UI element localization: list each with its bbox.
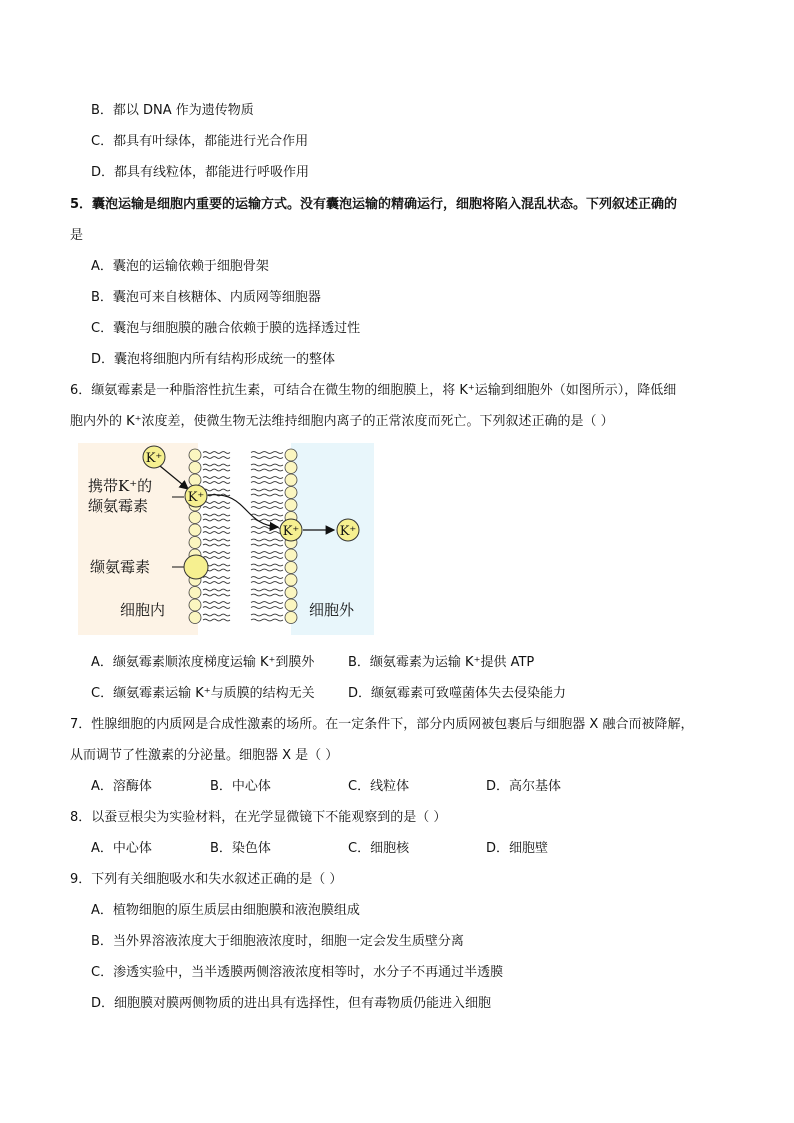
phospholipid-tail: [203, 602, 230, 604]
q5-option-a: A．囊泡的运输依赖于细胞骨架: [91, 259, 269, 274]
q7-option-a: A．溶酶体: [91, 779, 152, 794]
q5-option-c: C．囊泡与细胞膜的融合依赖于膜的选择透过性: [91, 321, 361, 336]
q4-option-b: B．都以 DNA 作为遗传物质: [91, 103, 254, 118]
phospholipid-heads: [189, 449, 297, 624]
phospholipid-head: [285, 549, 297, 561]
svg-text:K⁺: K⁺: [282, 524, 300, 539]
q5-stem-line2: 是: [70, 228, 84, 243]
phospholipid-head: [189, 512, 201, 524]
valinomycin-molecule: [184, 555, 208, 579]
phospholipid-head: [285, 562, 297, 574]
phospholipid-tail: [251, 564, 283, 566]
phospholipid-tail: [251, 532, 283, 534]
phospholipid-head: [189, 537, 201, 549]
phospholipid-head: [285, 474, 297, 486]
phospholipid-tail: [251, 607, 283, 609]
phospholipid-tail: [251, 527, 283, 529]
phospholipid-tail: [251, 457, 283, 459]
phospholipid-head: [285, 587, 297, 599]
phospholipid-head: [285, 449, 297, 461]
q6-option-b: B．缬氨霉素为运输 K⁺提供 ATP: [348, 655, 535, 670]
phospholipid-head: [189, 599, 201, 611]
carrier-label-line1: 携带K⁺的: [88, 477, 153, 495]
phospholipid-tail: [251, 619, 283, 621]
svg-text:K⁺: K⁺: [145, 451, 163, 466]
q7-stem-line2: 从而调节了性激素的分泌量。细胞器 X 是（ ）: [70, 748, 339, 763]
q5-option-b: B．囊泡可来自核糖体、内质网等细胞器: [91, 290, 321, 305]
phospholipid-tail: [203, 482, 230, 484]
phospholipid-tail: [203, 489, 230, 491]
phospholipid-head: [285, 462, 297, 474]
q4-option-d: D．都具有线粒体，都能进行呼吸作用: [91, 165, 310, 180]
q5-stem-line1: [70, 196, 677, 214]
phospholipid-tail: [251, 539, 283, 541]
phospholipid-tail: [203, 577, 230, 579]
phospholipid-tail: [251, 552, 283, 554]
q7-option-c: C．线粒体: [348, 779, 410, 794]
k-ion-start: [143, 446, 165, 468]
phospholipid-tail: [203, 507, 230, 509]
q8-option-d: D．细胞壁: [486, 841, 549, 856]
phospholipid-head: [189, 612, 201, 624]
phospholipid-tail: [203, 619, 230, 621]
phospholipid-tail: [203, 514, 230, 516]
phospholipid-head: [285, 487, 297, 499]
phospholipid-tails: [203, 452, 283, 621]
phospholipid-tail: [251, 557, 283, 559]
phospholipid-tail: [251, 569, 283, 571]
phospholipid-tail: [203, 614, 230, 616]
q9-option-c: C．渗透实验中，当半透膜两侧溶液浓度相等时，水分子不再通过半透膜: [91, 965, 504, 980]
phospholipid-tail: [251, 489, 283, 491]
q7-stem-line1: 7．性腺细胞的内质网是合成性激素的场所。在一定条件下，部分内质网被包裹后与细胞器 X 融合而被降解，: [70, 717, 694, 732]
valinomycin-label: 缬氨霉素: [90, 558, 151, 576]
phospholipid-tail: [203, 552, 230, 554]
q7-option-d: D．高尔基体: [486, 779, 562, 794]
q8-option-b: B．染色体: [210, 841, 271, 856]
phospholipid-tail: [251, 577, 283, 579]
q6-option-a: A．缬氨霉素顺浓度梯度运输 K⁺到膜外: [91, 655, 315, 670]
phospholipid-tail: [203, 557, 230, 559]
phospholipid-tail: [251, 594, 283, 596]
phospholipid-tail: [203, 607, 230, 609]
valinomycin-membrane-figure: [78, 443, 374, 635]
q9-stem: 9．下列有关细胞吸水和失水叙述正确的是（ ）: [70, 872, 343, 887]
phospholipid-tail: [251, 544, 283, 546]
q5-option-d: D．囊泡将细胞内所有结构形成统一的整体: [91, 352, 336, 367]
phospholipid-tail: [203, 469, 230, 471]
phospholipid-head: [189, 474, 201, 486]
phospholipid-head: [189, 587, 201, 599]
phospholipid-tail: [251, 469, 283, 471]
carrier-label-line2: 缬氨霉素: [88, 497, 149, 515]
cell-inside-label: 细胞内: [120, 601, 166, 619]
arrow-across-membrane: [208, 495, 278, 527]
phospholipid-tail: [203, 539, 230, 541]
phospholipid-tail: [203, 519, 230, 521]
phospholipid-head: [189, 462, 201, 474]
q9-option-b: B．当外界溶液浓度大于细胞液浓度时，细胞一定会发生质壁分离: [91, 934, 464, 949]
phospholipid-tail: [203, 502, 230, 504]
phospholipid-tail: [203, 527, 230, 529]
q8-option-c: C．细胞核: [348, 841, 410, 856]
q8-stem: 8．以蚕豆根尖为实验材料，在光学显微镜下不能观察到的是（ ）: [70, 810, 447, 825]
q7-option-b: B．中心体: [210, 779, 271, 794]
phospholipid-tail: [203, 594, 230, 596]
phospholipid-tail: [251, 482, 283, 484]
phospholipid-tail: [203, 477, 230, 479]
phospholipid-tail: [251, 582, 283, 584]
phospholipid-tail: [251, 477, 283, 479]
membrane-diagram: [78, 443, 374, 635]
phospholipid-head: [189, 524, 201, 536]
q9-option-a: A．植物细胞的原生质层由细胞膜和液泡膜组成: [91, 903, 360, 918]
phospholipid-head: [285, 612, 297, 624]
phospholipid-head: [285, 499, 297, 511]
svg-text:K⁺: K⁺: [339, 524, 357, 539]
phospholipid-tail: [251, 452, 283, 454]
phospholipid-tail: [203, 589, 230, 591]
phospholipid-tail: [203, 582, 230, 584]
k-ion-carrier: [185, 485, 207, 507]
q4-option-c: C．都具有叶绿体，都能进行光合作用: [91, 134, 309, 149]
phospholipid-head: [189, 449, 201, 461]
phospholipid-head: [285, 574, 297, 586]
phospholipid-tail: [203, 457, 230, 459]
k-ion-crossing: [280, 519, 302, 541]
q6-option-d: D．缬氨霉素可致噬菌体失去侵染能力: [348, 686, 567, 701]
svg-text:K⁺: K⁺: [187, 490, 205, 505]
phospholipid-tail: [251, 507, 283, 509]
phospholipid-tail: [251, 602, 283, 604]
q6-stem-line1: 6．缬氨霉素是一种脂溶性抗生素，可结合在微生物的细胞膜上，将 K⁺运输到细胞外（如图所示），降低细: [70, 383, 677, 398]
q5-stem-text: 5．囊泡运输是细胞内重要的运输方式。没有囊泡运输的精确运行，细胞将陷入混乱状态。下列叙述正确的: [70, 197, 678, 212]
q6-stem-line2: 胞内外的 K⁺浓度差，使微生物无法维持细胞内离子的正常浓度而死亡。下列叙述正确的是（ ）: [70, 414, 614, 429]
phospholipid-tail: [203, 452, 230, 454]
phospholipid-tail: [251, 464, 283, 466]
phospholipid-head: [285, 599, 297, 611]
phospholipid-tail: [251, 494, 283, 496]
cell-outside-label: 细胞外: [309, 601, 355, 619]
q8-option-a: A．中心体: [91, 841, 152, 856]
phospholipid-tail: [203, 532, 230, 534]
phospholipid-tail: [251, 502, 283, 504]
phospholipid-tail: [203, 544, 230, 546]
phospholipid-tail: [251, 514, 283, 516]
phospholipid-tail: [251, 614, 283, 616]
phospholipid-tail: [203, 464, 230, 466]
q9-option-d: D．细胞膜对膜两侧物质的进出具有选择性，但有毒物质仍能进入细胞: [91, 996, 492, 1011]
q6-option-c: C．缬氨霉素运输 K⁺与质膜的结构无关: [91, 686, 315, 701]
phospholipid-tail: [251, 589, 283, 591]
k-ion-released: [337, 519, 359, 541]
